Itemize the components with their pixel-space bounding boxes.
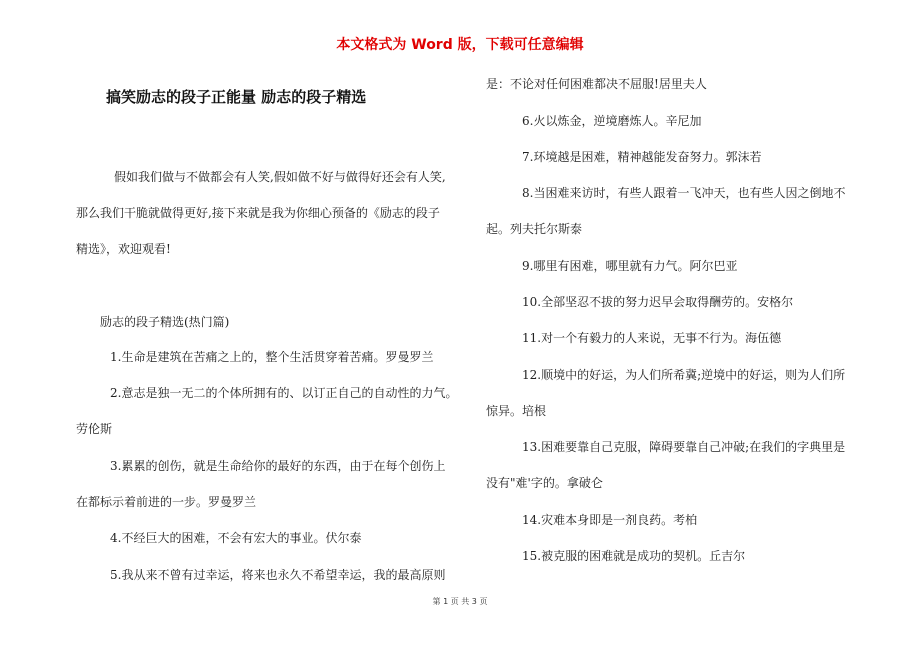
quote-line: 15.被克服的困难就是成功的契机。丘吉尔 [522, 549, 746, 563]
quote-line: 13.困难要靠自己克服，障碍要靠自己冲破;在我们的字典里是 [522, 440, 846, 454]
quote-line: 8.当困难来访时，有些人跟着一飞冲天，也有些人因之倒地不 [522, 186, 846, 200]
quote-line: 是：不论对任何困难都决不屈服!居里夫人 [486, 77, 707, 91]
section-heading: 励志的段子精选(热门篇) [100, 315, 230, 329]
download-banner: 本文格式为 Word 版，下载可任意编辑 [336, 37, 584, 53]
quote-line: 起。列夫托尔斯泰 [486, 222, 583, 236]
quote-line: 2.意志是独一无二的个体所拥有的、以订正自己的自动性的力气。 [110, 386, 458, 400]
quote-line: 12.顺境中的好运，为人们所希冀;逆境中的好运，则为人们所 [522, 368, 846, 382]
quote-line: 5.我从来不曾有过幸运，将来也永久不希望幸运，我的最高原则 [110, 568, 446, 582]
quote-line: 7.环境越是困难，精神越能发奋努力。郭沫若 [522, 150, 762, 164]
quote-line: 在都标示着前进的一步。罗曼罗兰 [76, 495, 257, 509]
intro-line: 精选》，欢迎观看! [76, 242, 171, 256]
quote-line: 劳伦斯 [76, 422, 113, 436]
quote-line: 3.累累的创伤，就是生命给你的最好的东西，由于在每个创伤上 [110, 459, 446, 473]
intro-line: 假如我们做与不做都会有人笑,假如做不好与做得好还会有人笑, [114, 170, 446, 184]
quote-line: 6.火以炼金，逆境磨炼人。辛尼加 [522, 114, 702, 128]
intro-line: 那么我们干脆就做得更好,接下来就是我为你细心预备的《励志的段子 [76, 206, 440, 220]
quote-line: 没有"难'字的。拿破仑 [486, 476, 603, 490]
quote-line: 10.全部坚忍不拔的努力迟早会取得酬劳的。安格尔 [522, 295, 794, 309]
quote-line: 4.不经巨大的困难，不会有宏大的事业。伏尔泰 [110, 531, 362, 545]
quote-line: 惊异。培根 [486, 404, 547, 418]
quote-line: 14.灾难本身即是一剂良药。考柏 [522, 513, 698, 527]
quote-line: 1.生命是建筑在苦痛之上的，整个生活贯穿着苦痛。罗曼罗兰 [110, 350, 434, 364]
quote-line: 11.对一个有毅力的人来说，无事不行为。海伍德 [522, 331, 782, 345]
quote-line: 9.哪里有困难，哪里就有力气。阿尔巴亚 [522, 259, 738, 273]
document-title: 搞笑励志的段子正能量 励志的段子精选 [106, 88, 367, 106]
page-number: 第 1 页 共 3 页 [432, 597, 488, 606]
